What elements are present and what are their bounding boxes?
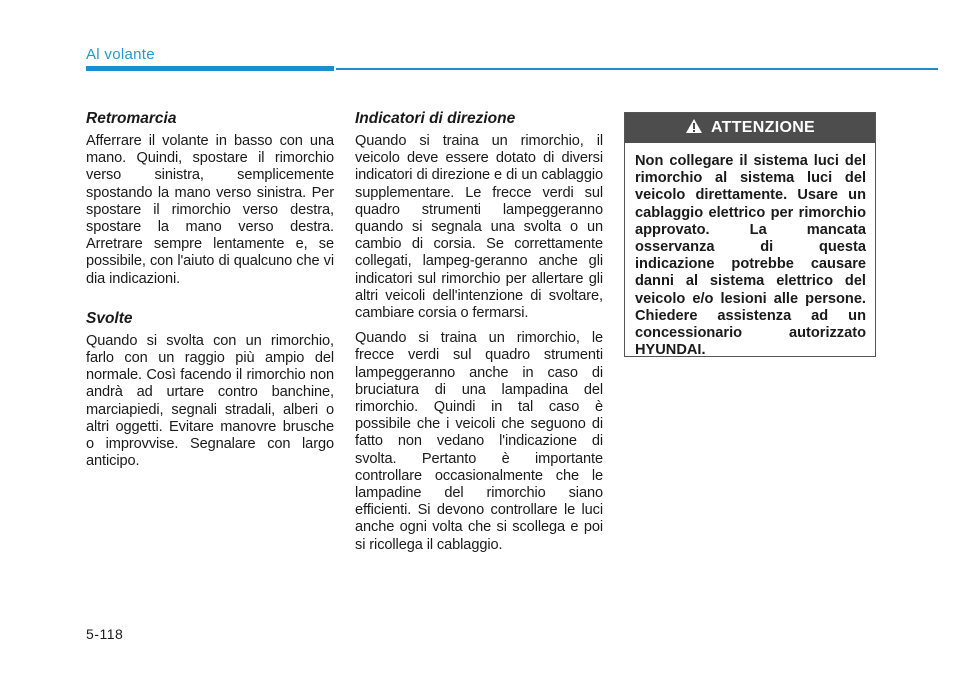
paragraph-indicatori-2: Quando si traina un rimorchio, le frecce verdi sul quadro strumenti lampeggeranno anche in caso di bruciatura di una lampadina del rimorchio. Quindi in tal caso è possibile che i veicoli che seguono di fatto non vedano l'indicazione di svolta. Pertanto è importante controllare occasionalmente che le lampadine del rimorchio siano efficienti. Si devono controllare le luci anche ogni volta che si scollega e poi si ricollega il cablaggio. [355,330,603,553]
header-rule-thick [86,66,334,71]
paragraph-indicatori-1: Quando si traina un rimorchio, il veicolo deve essere dotato di diversi indicatori di direzione e di un cablaggio supplementare. Le frecce verdi sul quadro strumenti lampeggeranno quando si segnala una svolta o un cambio di corsia. Se correttamente collegati, lampeg-geranno anche gli indicatori sul rimorchio per allertare gli altri veicoli dell'intenzione di svoltare, cambiare corsia o fermarsi. [355,133,603,322]
warning-title: ATTENZIONE [710,119,816,136]
paragraph-retromarcia: Afferrare il volante in basso con una mano. Quindi, spostare il rimorchio verso sinistra, semplicemente spostando la mano verso sinistra. Per spostare il rimorchio verso destra, spostare la mano verso destra. Arretrare sempre lentamente e, se possibile, con l'aiuto di qualcuno che vi dia indicazioni. [86,133,334,287]
header-rule-thin [336,68,938,70]
heading-retromarcia: Retromarcia [86,110,177,127]
heading-svolte: Svolte [86,309,133,327]
spacer [86,288,334,310]
paragraph-svolte: Quando si svolta con un rimorchio, farlo con un raggio più ampio del normale. Così facendo il rimorchio non andrà ad urtare contro banchine, marciapiedi, segnali stradali, alberi o altri oggetti. Evitare manovre brusche o improvvise. Segnalare con largo anticipo. [86,332,334,470]
page-number: 5-118 [86,626,124,642]
column-left [86,110,334,470]
heading-indicatori: Indicatori di direzione [355,110,516,127]
warning-text: Non collegare il sistema luci del rimorchio al sistema luci del veicolo direttamente. Usare un cablaggio elettrico per rimorchio approvato. La mancata osservanza di questa indicazione potrebbe causare danni al sistema elettrico del veicolo e/o lesioni alle persone. Chiedere assistenza ad un concessionario autorizzato HYUNDAI. [635,153,866,359]
column-middle [355,110,603,554]
section-title: Al volante [86,46,155,63]
warning-header [625,113,875,143]
warning-triangle-icon [685,118,703,139]
warning-box [624,112,876,357]
